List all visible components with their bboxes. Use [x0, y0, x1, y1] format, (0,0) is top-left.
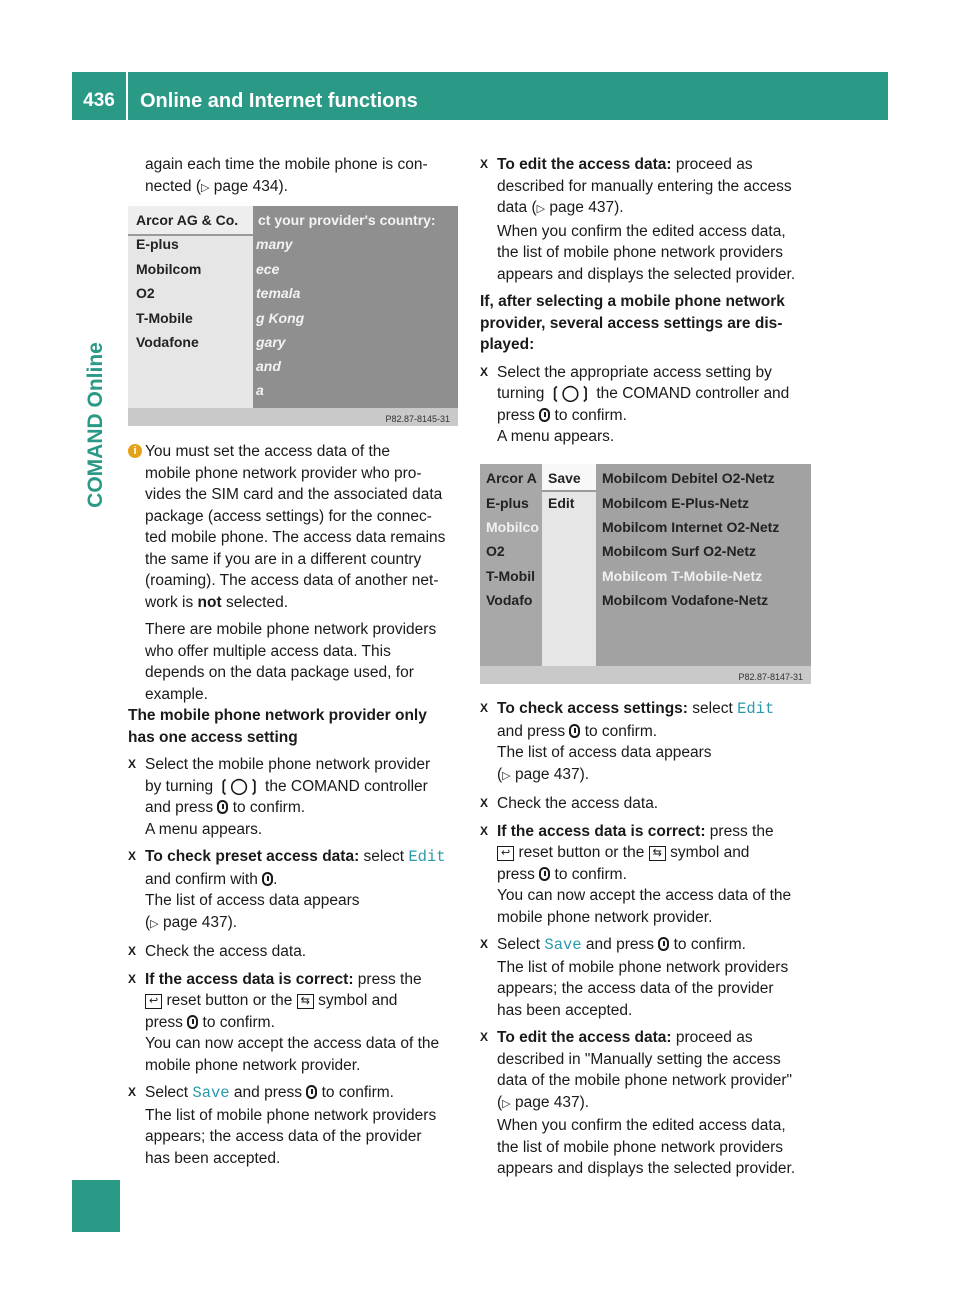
- controller-press-icon: [217, 800, 228, 814]
- arrow-icon: X: [480, 937, 489, 951]
- menu-item-tmobile[interactable]: T-Mobile: [136, 310, 193, 326]
- menu-item-eplus[interactable]: E-plus: [136, 236, 179, 252]
- menu-item[interactable]: Vodafo: [486, 592, 533, 608]
- edit-menu-item[interactable]: Edit: [548, 495, 575, 511]
- save-softkey: Save: [544, 936, 582, 954]
- arrow-icon: X: [128, 849, 137, 863]
- menu-item[interactable]: Arcor A: [486, 470, 537, 486]
- step: X To check access settings: select Edit and press to confirm. The list of access data appears (▷ page 437).: [480, 700, 775, 783]
- step: X Select Save and press to confirm. The list of mobile phone network providers appears; the access data of the provider has been accepted.: [480, 936, 789, 1019]
- controller-press-icon: [539, 408, 550, 422]
- side-section-label: COMAND Online: [84, 342, 107, 508]
- menu-item[interactable]: T-Mobil: [486, 568, 535, 584]
- country-item: temala: [256, 285, 301, 301]
- info-icon: i: [128, 444, 142, 458]
- access-setting-item[interactable]: Mobilcom Vodafone-Netz: [602, 592, 769, 608]
- country-item: and: [256, 358, 281, 374]
- country-prompt: ct your provider's country:: [258, 212, 436, 228]
- save-softkey: Save: [192, 1084, 230, 1102]
- right-column-lower: [480, 698, 815, 1180]
- reset-button-icon: ↩: [145, 994, 162, 1009]
- access-setting-item[interactable]: Mobilcom E-Plus-Netz: [602, 495, 750, 511]
- menu-item[interactable]: Mobilco: [486, 519, 539, 535]
- left-column: again each time the mobile phone is con- nected (▷ page 434).: [145, 156, 428, 195]
- page-title: Online and Internet functions: [140, 90, 418, 112]
- step: X To check preset access data: select Edit and confirm with . The list of access data appears (▷ page 437).: [128, 848, 446, 931]
- edit-softkey: Edit: [408, 848, 446, 866]
- info-note: i You must set the access data of the mobile phone network provider who pro- vides the SIM card and the associated data package (access settings) for the connec- ted mobile phone. The access data remains the same if you are in a different country (roaming). The access data of another net- work is not selected. There are mobile phone network providers who offer multiple access data. This depends on the data package used, for example. The mobile phone network provider only has one access setting X Select the mobile phone network provider by turning ❲◯❳ the COMAND controller and press to confirm. A menu appears. X To check preset access data: select Edit and confirm with . The list of access data appears (▷ page 437). X Check the access data. X If the access data is correct: press the ↩ reset button or the ⇆ symbol and press to confirm. You can now accept the access data of the mobile phone network provider. X Select Save and press to confirm. The list of mobile phone network providers appears; the access data of the provider has been accepted.: [128, 441, 463, 1169]
- access-setting-item[interactable]: Mobilcom T-Mobile-Netz: [602, 568, 763, 584]
- back-symbol-icon: ⇆: [297, 994, 314, 1009]
- side-tab-block: [72, 1180, 120, 1232]
- arrow-icon: X: [128, 757, 137, 771]
- arrow-icon: X: [480, 364, 489, 379]
- step: X To edit the access data: proceed as described for manually entering the access data (▷ page 437). When you confirm the edited access data, the list of mobile phone network providers appears and displays the selected provider.: [480, 156, 796, 283]
- controller-press-icon: [306, 1085, 317, 1099]
- screenshot-access-settings: [480, 464, 811, 684]
- section-heading: The mobile phone network provider only: [128, 707, 427, 724]
- menu-item[interactable]: O2: [486, 543, 505, 559]
- arrow-icon: X: [128, 971, 137, 986]
- controller-press-icon: [187, 1015, 198, 1029]
- header-divider: [126, 72, 128, 120]
- page-number: 436: [83, 90, 115, 111]
- menu-item-mobilcom[interactable]: Mobilcom: [136, 261, 202, 277]
- step: X Select the mobile phone network provider by turning ❲◯❳ the COMAND controller and press to confirm. A menu appears.: [128, 756, 431, 838]
- menu-item[interactable]: E-plus: [486, 495, 529, 511]
- country-item: g Kong: [256, 310, 305, 326]
- controller-press-icon: [569, 724, 580, 738]
- controller-press-icon: [539, 867, 550, 881]
- back-symbol-icon: ⇆: [649, 846, 666, 861]
- menu-item-arcor[interactable]: Arcor AG & Co.: [136, 212, 239, 228]
- step: X Select Save and press to confirm. The list of mobile phone network providers appears; the access data of the provider has been accepted.: [128, 1084, 437, 1167]
- menu-item-vodafone[interactable]: Vodafone: [136, 334, 199, 350]
- menu-item-o2[interactable]: O2: [136, 285, 155, 301]
- controller-turn-icon: ❲◯❳: [548, 385, 593, 402]
- arrow-icon: X: [480, 823, 489, 838]
- controller-press-icon: [658, 937, 669, 951]
- section-heading: If, after selecting a mobile phone network: [480, 293, 785, 310]
- arrow-icon: X: [128, 944, 137, 958]
- save-menu-item[interactable]: Save: [548, 470, 581, 486]
- country-item: many: [256, 236, 293, 252]
- controller-press-icon: [262, 872, 273, 886]
- access-setting-item[interactable]: Mobilcom Debitel O2-Netz: [602, 470, 775, 486]
- figure-code: P82.87-8147-31: [738, 672, 803, 682]
- country-item: ece: [256, 261, 280, 277]
- step: X If the access data is correct: press the ↩ reset button or the ⇆ symbol and press to confirm. You can now accept the access data of the mobile phone network provider.: [480, 822, 792, 926]
- arrow-icon: X: [128, 1085, 137, 1099]
- controller-turn-icon: ❲◯❳: [217, 777, 261, 795]
- access-setting-item[interactable]: Mobilcom Surf O2-Netz: [602, 543, 757, 559]
- step: X To edit the access data: proceed as described in "Manually setting the access data of the mobile phone network provider" (▷ page 437). When you confirm the edited access data, the list of mobile phone network providers appears and displays the selected provider.: [480, 1029, 796, 1177]
- country-item: gary: [256, 334, 286, 350]
- arrow-icon: X: [480, 701, 489, 715]
- step: X Select the appropriate access setting by turning ❲◯❳ the COMAND controller and press to confirm. A menu appears.: [480, 363, 790, 445]
- arrow-icon: X: [480, 1030, 489, 1044]
- country-item: a: [256, 382, 264, 398]
- arrow-icon: X: [480, 796, 489, 810]
- figure-code: P82.87-8145-31: [385, 414, 450, 424]
- access-setting-item[interactable]: Mobilcom Internet O2-Netz: [602, 519, 780, 535]
- screenshot-provider-list: [128, 206, 458, 426]
- edit-softkey: Edit: [737, 700, 775, 718]
- step: X Check the access data.: [128, 941, 463, 963]
- step: X If the access data is correct: press the ↩ reset button or the ⇆ symbol and press to confirm. You can now accept the access data of the mobile phone network provider.: [128, 970, 440, 1074]
- right-column: X To edit the access data: proceed as described for manually entering the access data (▷ page 437). When you confirm the edited access data, the list of mobile phone network providers appears and displays the selected provider. If, after selecting a mobile phone network provider, several access settings are dis- played: X Select the appropriate access setting by turning ❲◯❳ the COMAND controller and press to confirm. A menu appears.: [480, 154, 815, 448]
- reset-button-icon: ↩: [497, 846, 514, 861]
- step: X Check the access data.: [480, 793, 815, 815]
- arrow-icon: X: [480, 157, 489, 171]
